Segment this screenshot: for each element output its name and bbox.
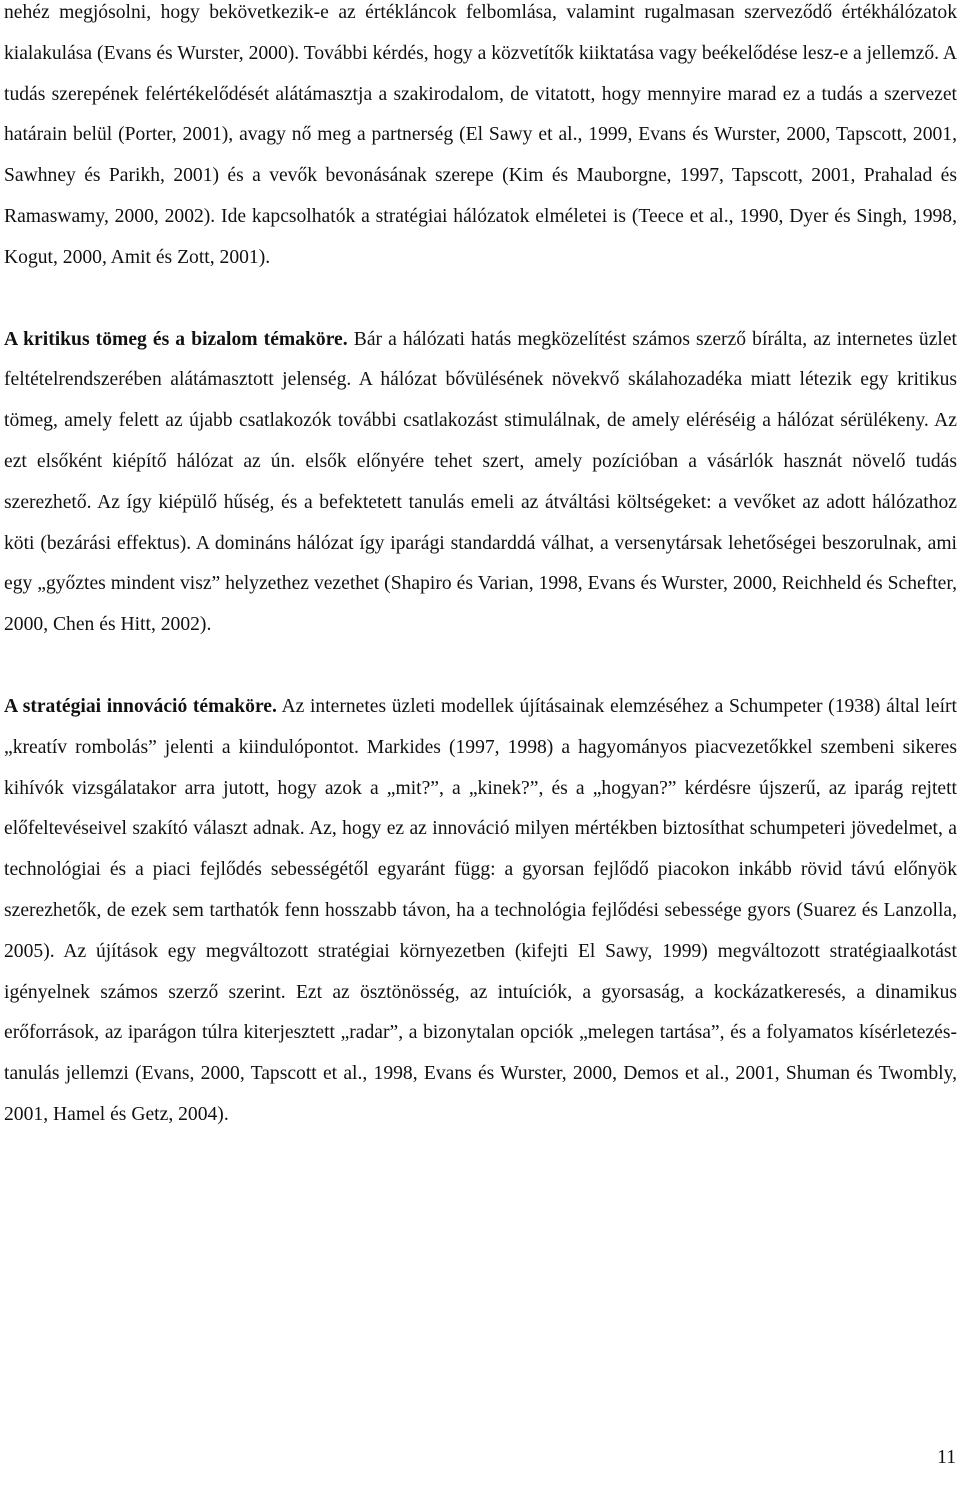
section-heading-critical-mass: A kritikus tömeg és a bizalom témaköre.	[4, 328, 348, 350]
paragraph-critical-mass-text: Bár a hálózati hatás megközelítést számos szerző bírálta, az internetes üzlet feltételrendszerében alátámasztott jelenség. A hálózat bővülésének növekvő skálahozadéka miatt létezik egy kritikus tömeg, amely felett az újabb csatlakozók további csatlakozást stimulálnak, de amely eléréséig a hálózat sérülékeny. Az ezt elsőként kiépítő hálózat az ún. elsők előnyére tehet szert, amely pozícióban a vásárlók hasznát növelő tudás szerezhető. Az így kiépülő hűség, és a befektetett tanulás emeli az átváltási költségeket: a vevőket az adott hálózathoz köti (bezárási effektus). A domináns hálózat így iparági standarddá válhat, a versenytársak lehetőségei beszorulnak, ami egy „győztes mindent visz” helyzethez vezethet (Shapiro és Varian, 1998, Evans és Wurster, 2000, Reichheld és Schefter, 2000, Chen és Hitt, 2002).	[4, 328, 957, 636]
paragraph-strategic-innovation-text: Az internetes üzleti modellek újításainak elemzéséhez a Schumpeter (1938) által leírt „kreatív rombolás” jelenti a kiindulópontot. Markides (1997, 1998) a hagyományos piacvezetőkkel szembeni sikeres kihívók vizsgálatakor arra jutott, hogy azok a „mit?”, a „kinek?”, és a „hogyan?” kérdésre újszerű, az iparág rejtett előfeltevéseivel szakító választ adnak. Az, hogy ez az innováció milyen mértékben biztosíthat schumpeteri jövedelmet, a technológiai és a piaci fejlődés sebességétől egyaránt függ: a gyorsan fejlődő piacokon inkább rövid távú előnyök szerezhetők, de ezek sem tarthatók fenn hosszabb távon, ha a technológia fejlődési sebessége gyors (Suarez és Lanzolla, 2005). Az újítások egy megváltozott stratégiai környezetben (kifejti El Sawy, 1999) megváltozott stratégiaalkotást igényelnek számos szerző szerint. Ezt az ösztönösség, az intuíciók, a gyorsaság, a kockázatkeresés, a dinamikus erőforrások, az iparágon túlra kiterjesztett „radar”, a bizonytalan opciók „melegen tartása”, és a folyamatos kísérletezés-tanulás jellemzi (Evans, 2000, Tapscott et al., 1998, Evans és Wurster, 2000, Demos et al., 2001, Shuman és Twombly, 2001, Hamel és Getz, 2004).	[4, 695, 957, 1125]
document-page	[4, 0, 957, 1136]
page-number: 11	[937, 1447, 956, 1468]
paragraph-intro	[4, 0, 957, 279]
paragraph-intro-text: nehéz megjósolni, hogy bekövetkezik-e az értékláncok felbomlása, valamint rugalmasan szerveződő értékhálózatok kialakulása (Evans és Wurster, 2000). További kérdés, hogy a közvetítők kiiktatása vagy beékelődése lesz-e a jellemző. A tudás szerepének felértékelődését alátámasztja a szakirodalom, de vitatott, hogy mennyire marad ez a tudás a szervezet határain belül (Porter, 2001), avagy nő meg a partnerség (El Sawy et al., 1999, Evans és Wurster, 2000, Tapscott, 2001, Sawhney és Parikh, 2001) és a vevők bevonásának szerepe (Kim és Mauborgne, 1997, Tapscott, 2001, Prahalad és Ramaswamy, 2000, 2002). Ide kapcsolhatók a stratégiai hálózatok elméletei is (Teece et al., 1990, Dyer és Singh, 1998, Kogut, 2000, Amit és Zott, 2001).	[4, 2, 957, 268]
paragraph-strategic-innovation	[4, 687, 957, 1136]
paragraph-critical-mass	[4, 320, 957, 646]
section-heading-strategic-innovation: A stratégiai innováció témaköre.	[4, 695, 277, 717]
